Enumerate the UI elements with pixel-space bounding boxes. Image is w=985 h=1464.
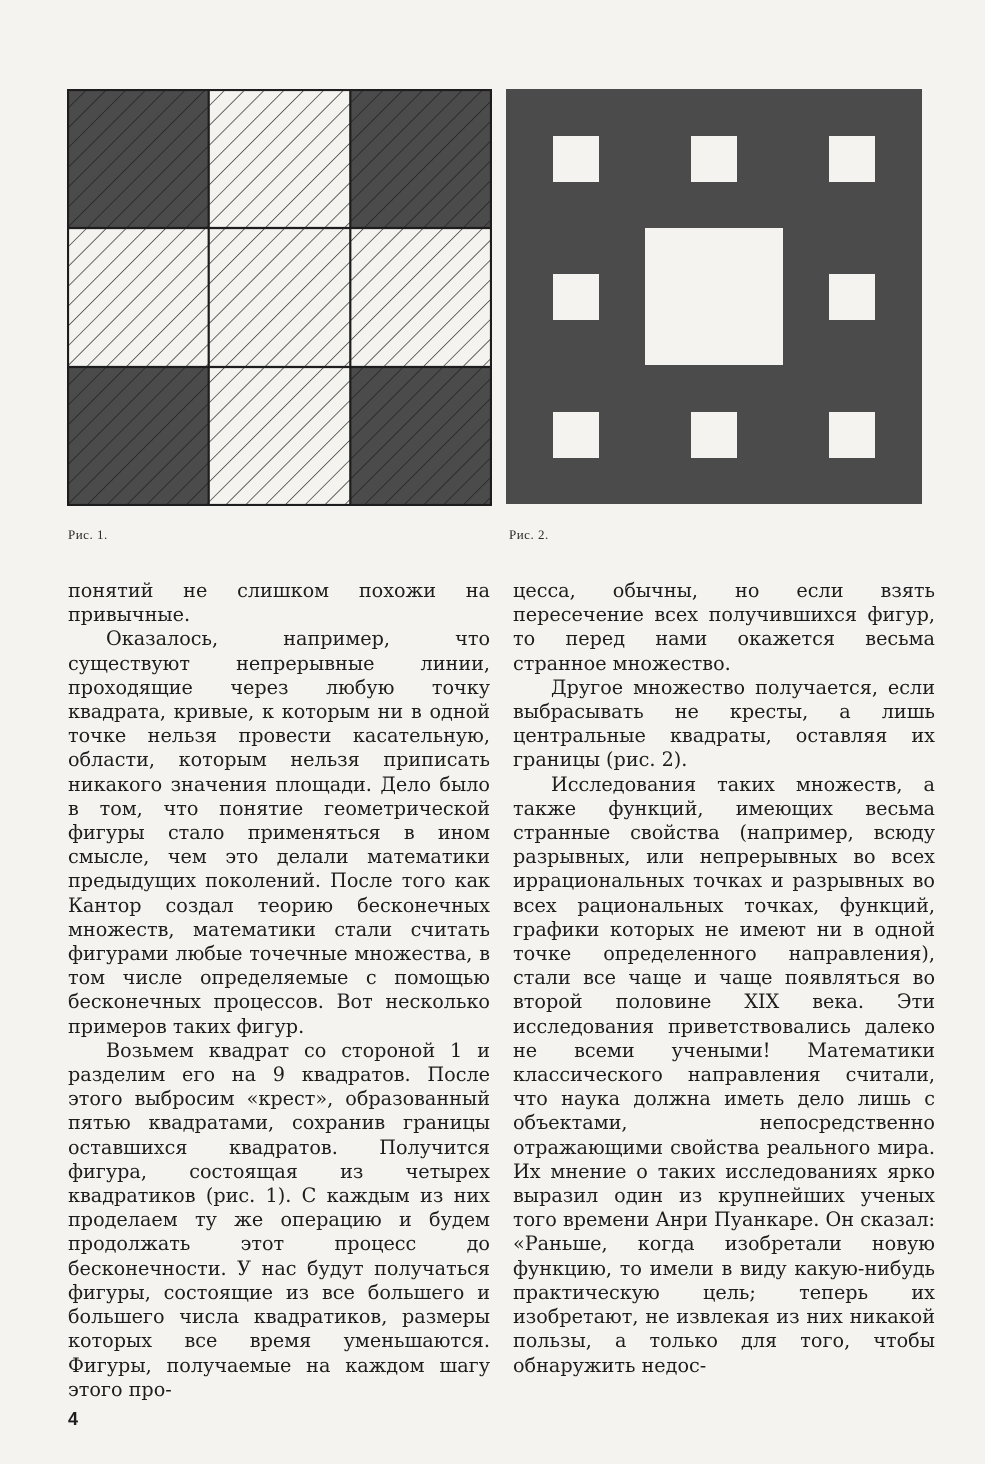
paragraph: Исследования таких множеств, а также функций, имеющих весьма странные свойства (например, всюду разрывных, или непрерывных во всех иррациональных точках и разрывных во всех рациональных точках, функций, графики которых не имеют ни в одной точке определенного направления), стали все чаще и чаще появляться во второй половине XIX века. Эти исследования приветствовались далеко не всеми учеными! Математики классического направления считали, что наука должна иметь дело лишь с объектами, непосредственно отражающими свойства реального мира. Их мнение о таких исследованиях ярко выразил один из крупнейших ученых того времени Анри Пуанкаре. Он сказал: «Раньше, когда изобретали новую функцию, то имели в виду какую-нибудь практическую цель; теперь их изобретают, не извлекая из них никакой пользы, а только для того, чтобы обнаружить недос- — [513, 772, 935, 1377]
small-hole — [829, 412, 875, 458]
paragraph: понятий не слишком похожи на привычные. — [68, 579, 490, 627]
small-hole — [829, 136, 875, 182]
small-hole — [553, 136, 599, 182]
small-hole — [691, 136, 737, 182]
small-hole — [553, 274, 599, 320]
small-hole — [829, 274, 875, 320]
figure-2-caption: Рис. 2. — [509, 527, 549, 542]
paragraph: Оказалось, например, что существуют непрерывные линии, проходящие через любую точку квадрата, кривые, к которым ни в одной точке нельзя провести касательную, области, которым нельзя приписать никакого значения площади. Дело было в том, что понятие геометрической фигуры стало применяться в ином смысле, чем это делали математики предыдущих поколений. После того как Кантор создал теорию бесконечных множеств, математики стали считать фигурами любые точечные множества, в том числе определяемые с помощью бесконечных процессов. Вот несколько примеров таких фигур. — [68, 627, 490, 1038]
central-hole — [645, 228, 783, 365]
page-number: 4 — [68, 1409, 79, 1429]
right-text-column — [513, 579, 935, 1378]
paragraph: цесса, обычны, но если взять пересечение всех получившихся фигур, то перед нами окажется весьма странное множество. — [513, 579, 935, 675]
small-hole — [553, 412, 599, 458]
figure-1-cross-grid — [67, 89, 492, 506]
figure-1-caption: Рис. 1. — [68, 527, 108, 542]
hatching — [67, 89, 492, 506]
figure-2-carpet — [506, 89, 922, 504]
paragraph: Возьмем квадрат со стороной 1 и разделим его на 9 квадратов. После этого выбросим «крест», образованный пятью квадратами, сохранив границы оставшихся квадратов. Получится фигура, состоящая из четырех квадратиков (рис. 1). С каждым из них проделаем ту же операцию и будем продолжать этот процесс до бесконечности. У нас будут получаться фигуры, состоящие из все большего и большего числа квадратиков, размеры которых все время уменьшаются. Фигуры, получаемые на каждом шагу этого про- — [68, 1038, 490, 1401]
small-hole — [691, 412, 737, 458]
paragraph: Другое множество получается, если выбрасывать не кресты, а лишь центральные квадраты, оставляя их границы (рис. 2). — [513, 675, 935, 772]
left-text-column — [68, 579, 490, 1402]
